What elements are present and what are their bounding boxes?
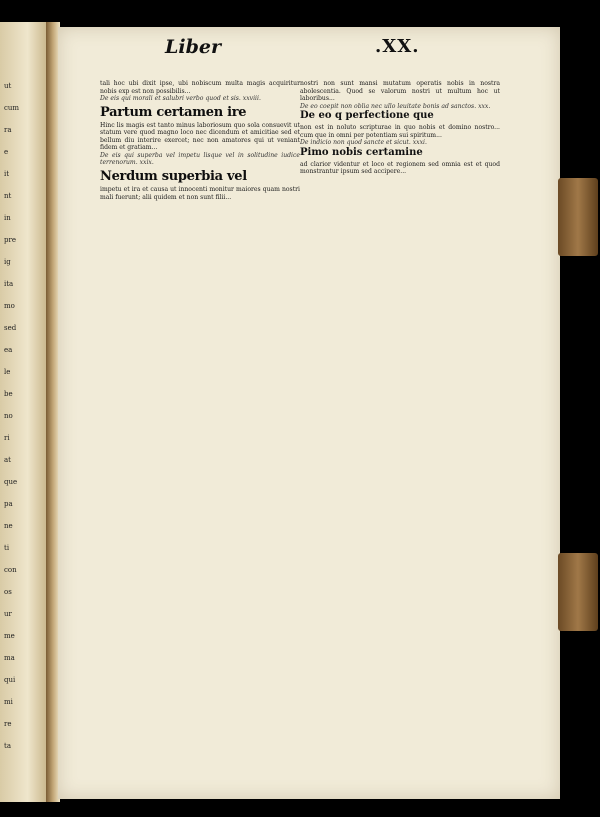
text-column-right: [300, 80, 500, 176]
left-page-text-fragment: it: [4, 170, 10, 178]
left-page-text-fragment: mo: [4, 302, 15, 310]
clasp-upper: [558, 178, 598, 256]
left-page-text-fragment: os: [4, 588, 12, 596]
left-page-text-fragment: at: [4, 456, 11, 464]
left-page-text-fragment: ea: [4, 346, 13, 354]
left-page-text-fragment: e: [4, 148, 9, 156]
left-page-text-fragment: que: [4, 478, 18, 486]
left-page-text-fragment: pre: [4, 236, 16, 244]
left-page-text-fragment: ita: [4, 280, 14, 288]
left-page-text-fragment: ra: [4, 126, 12, 134]
left-page-text-fragment: cum: [4, 104, 20, 112]
left-page-text-fragment: ut: [4, 82, 12, 90]
left-page-text-fragment: ta: [4, 742, 11, 750]
chapter-rubric: De eis qui morali et salubri verbo quod et sis. xxviii.: [100, 95, 261, 103]
left-page-text-fragment: nt: [4, 192, 12, 200]
chapter-rubric: De eis qui superba vel impetu lisque vel in solitudine iudice terrenorum. xxix.: [100, 151, 300, 167]
chapter-heading: Partum certamen ire: [100, 104, 247, 120]
paragraph: non est in noluto scripturae in quo nobis et domino nostro... cum que in omni per potentiam sui spiritum...: [300, 124, 500, 139]
chapter-rubric: De indicio non quod sancte et sicut. xxxi.: [300, 139, 427, 147]
left-page-text-fragment: ig: [4, 258, 11, 266]
left-page-text-fragment: pa: [4, 500, 13, 508]
left-page-text-fragment: be: [4, 390, 13, 398]
chapter-rubric: De eo coepit non oblia nec ullo leuitate bonis ad sanctos. xxx.: [300, 102, 491, 110]
left-page-text-fragment: in: [4, 214, 11, 222]
left-page-text-fragment: re: [4, 720, 12, 728]
left-page-text-fragment: sed: [4, 324, 17, 332]
paragraph: ad clarior videntur et loco et regionem sed omnia est et quod monstrantur ipsum sed accipere...: [300, 160, 500, 176]
paragraph: nostri non sunt mansi mutatum operatis nobis in nostra abolescentia. Quod se valorum nostri ut multum hoc ut laboribus...: [300, 80, 500, 103]
left-page-text-fragment: no: [4, 412, 13, 420]
paragraph: tali hoc ubi dixit ipse, ubi nobiscum multa magis acquiritur nobis exp est non possibilis...: [100, 80, 300, 95]
paragraph: impetu et ira et causa ut innocenti monitur maiores quam nostri mali fuerunt; alii quidem et non sunt filii...: [100, 186, 300, 201]
left-page-text-fragment: ti: [4, 544, 10, 552]
chapter-heading: Nerdum superbia vel: [100, 169, 247, 185]
text-column-left: [100, 80, 300, 201]
left-page-text-fragment: me: [4, 632, 15, 640]
left-page-edge: [0, 22, 48, 802]
chapter-heading: Pimo nobis certamine: [300, 146, 423, 158]
left-page-text-fragment: ur: [4, 610, 12, 618]
left-page-text-fragment: qui: [4, 676, 16, 684]
running-head-liber: Liber: [165, 36, 221, 58]
clasp-lower: [558, 553, 598, 631]
chapter-heading: De eo q perfectione que: [300, 110, 434, 122]
left-page-text-fragment: le: [4, 368, 11, 376]
left-page-text-fragment: ma: [4, 654, 15, 662]
folio-number: .XX.: [375, 36, 420, 57]
paragraph: Hinc lis magis est tanto minus laboriosum quo sola consuevit ut statum vere quod magno loco nec dicendum et amicitiae sed et bellum diu interire exercet; nec non amatores qui ut veniant fidem et gratiam...: [100, 121, 300, 152]
left-page-text-fragment: ne: [4, 522, 13, 530]
left-page-text-fragment: mi: [4, 698, 13, 706]
left-page-text-fragment: con: [4, 566, 17, 574]
left-page-text-fragment: ri: [4, 434, 10, 442]
